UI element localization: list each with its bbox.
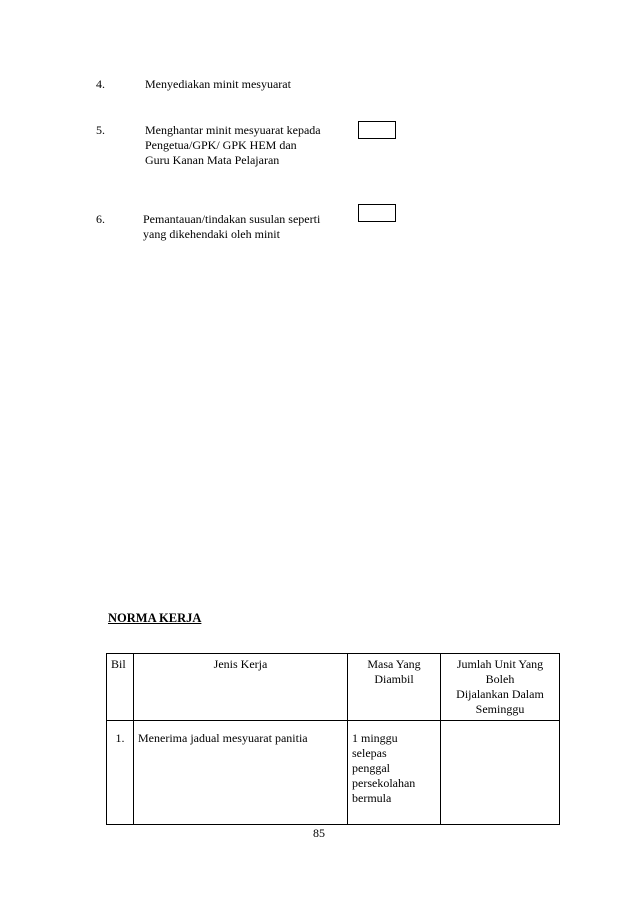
- item-4-text: Menyediakan minit mesyuarat: [145, 77, 291, 91]
- item-4-number: 4.: [96, 77, 105, 91]
- header-bil: Bil: [107, 654, 134, 721]
- row-1-masa: 1 minggu selepas penggal persekolahan bermula: [348, 721, 441, 825]
- item-6-number: 6.: [96, 212, 105, 226]
- row-1-jumlah-unit: [441, 721, 560, 825]
- header-masa-yang-diambil: Masa Yang Diambil: [348, 654, 441, 721]
- header-jenis-kerja: Jenis Kerja: [134, 654, 348, 721]
- item-5-checkbox[interactable]: [358, 121, 396, 139]
- row-1-jenis-kerja: Menerima jadual mesyuarat panitia: [134, 721, 348, 825]
- item-6-checkbox[interactable]: [358, 204, 396, 222]
- item-6-text: Pemantauan/tindakan susulan seperti yang dikehendaki oleh minit: [143, 212, 321, 241]
- table-header-row: [107, 654, 560, 721]
- norma-kerja-heading: NORMA KERJA: [108, 611, 202, 625]
- table-row: [107, 721, 560, 825]
- item-5-number: 5.: [96, 123, 105, 137]
- page-number: 85: [313, 826, 325, 840]
- norma-kerja-table: [106, 653, 560, 825]
- row-1-bil: 1.: [107, 721, 134, 825]
- header-jumlah-unit: Jumlah Unit Yang Boleh Dijalankan Dalam Seminggu: [441, 654, 560, 721]
- item-5-text: Menghantar minit mesyuarat kepada Pengetua/GPK/ GPK HEM dan Guru Kanan Mata Pelajaran: [145, 123, 321, 167]
